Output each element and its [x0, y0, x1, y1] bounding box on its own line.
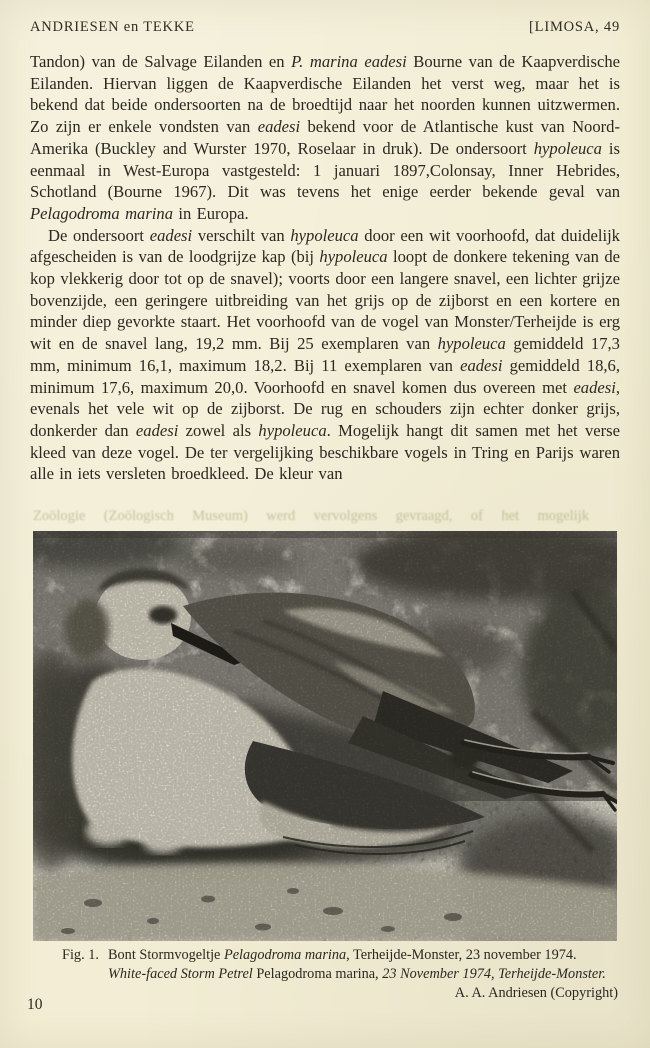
paragraph-1: Tandon) van de Salvage Eilanden en P. marina eadesi Bourne van de Kaapverdische Eilanden. Hiervan liggen de Kaapverdische Eilanden het verst weg, maar het is bekend dat beide ondersoorten na de broedtijd naar het noorden kunnen uitzwermen. Zo zijn er enkele vondsten van eadesi bekend voor de Atlantische kust van Noord-Amerika (Buckley and Wurster 1970, Roselaar in druk). De ondersoort hypoleuca is eenmaal in West-Europa vastgesteld: 1 januari 1897,Colonsay, Inner Hebrides, Schotland (Bourne 1967). Dit was tevens het enige eerder bekende geval van Pelagodroma marina in Europa. — [30, 52, 620, 223]
header-authors: ANDRIESEN en TEKKE — [30, 19, 195, 35]
page-number: 10 — [27, 996, 43, 1013]
header-journal: [LIMOSA, 49 — [529, 19, 620, 35]
caption-line-dutch: Bont Stormvogeltje Pelagodroma marina, Terheijde-Monster, 23 november 1974. — [108, 947, 577, 963]
article-text — [30, 51, 620, 485]
caption-lines — [108, 946, 618, 1003]
caption-label: Fig. 1. — [62, 947, 99, 963]
caption-credit: A. A. Andriesen (Copyright) — [454, 985, 618, 1001]
halftone-grain-overlay — [33, 531, 617, 941]
storm-petrel-photo — [33, 531, 617, 941]
ink-bleedthrough-text: Zoölogie (Zoölogisch Museum) werd vervolgens gevraagd, of het mogelijk — [33, 508, 589, 524]
running-header — [30, 19, 620, 36]
figure-caption — [62, 946, 618, 1003]
caption-line-english: White-faced Storm Petrel Pelagodroma marina, 23 November 1974, Terheijde-Monster. — [108, 966, 606, 982]
figure-photo-frame — [33, 531, 617, 941]
paragraph-2: De ondersoort eadesi verschilt van hypoleuca door een wit voorhoofd, dat duidelijk afgescheiden is van de loodgrijze kap (bij hypoleuca loopt de donkere tekening van de kop vlekkerig door tot op de snavel); voorts door een langere snavel, een lichter grijze bovenzijde, een geringere uitbreiding van het grijs op de zijborst en een kortere en minder diep gevorkte staart. Het voorhoofd van de vogel van Monster/Terheijde is erg wit en de snavel lang, 19,2 mm. Bij 25 exemplaren van hypoleuca gemiddeld 17,3 mm, minimum 16,1, maximum 18,2. Bij 11 exemplaren van eadesi gemiddeld 18,6, minimum 17,6, maximum 20,0. Voorhoofd en snavel komen dus overeen met eadesi, evenals het vele wit op de zijborst. De rug en schouders zijn echter donker grijs, donkerder dan eadesi zowel als hypoleuca. Mogelijk hangt dit samen met het verse kleed van deze vogel. De ter vergelijking beschikbare vogels in Tring en Parijs waren alle in iets versleten broedkleed. De kleur van — [30, 225, 621, 484]
